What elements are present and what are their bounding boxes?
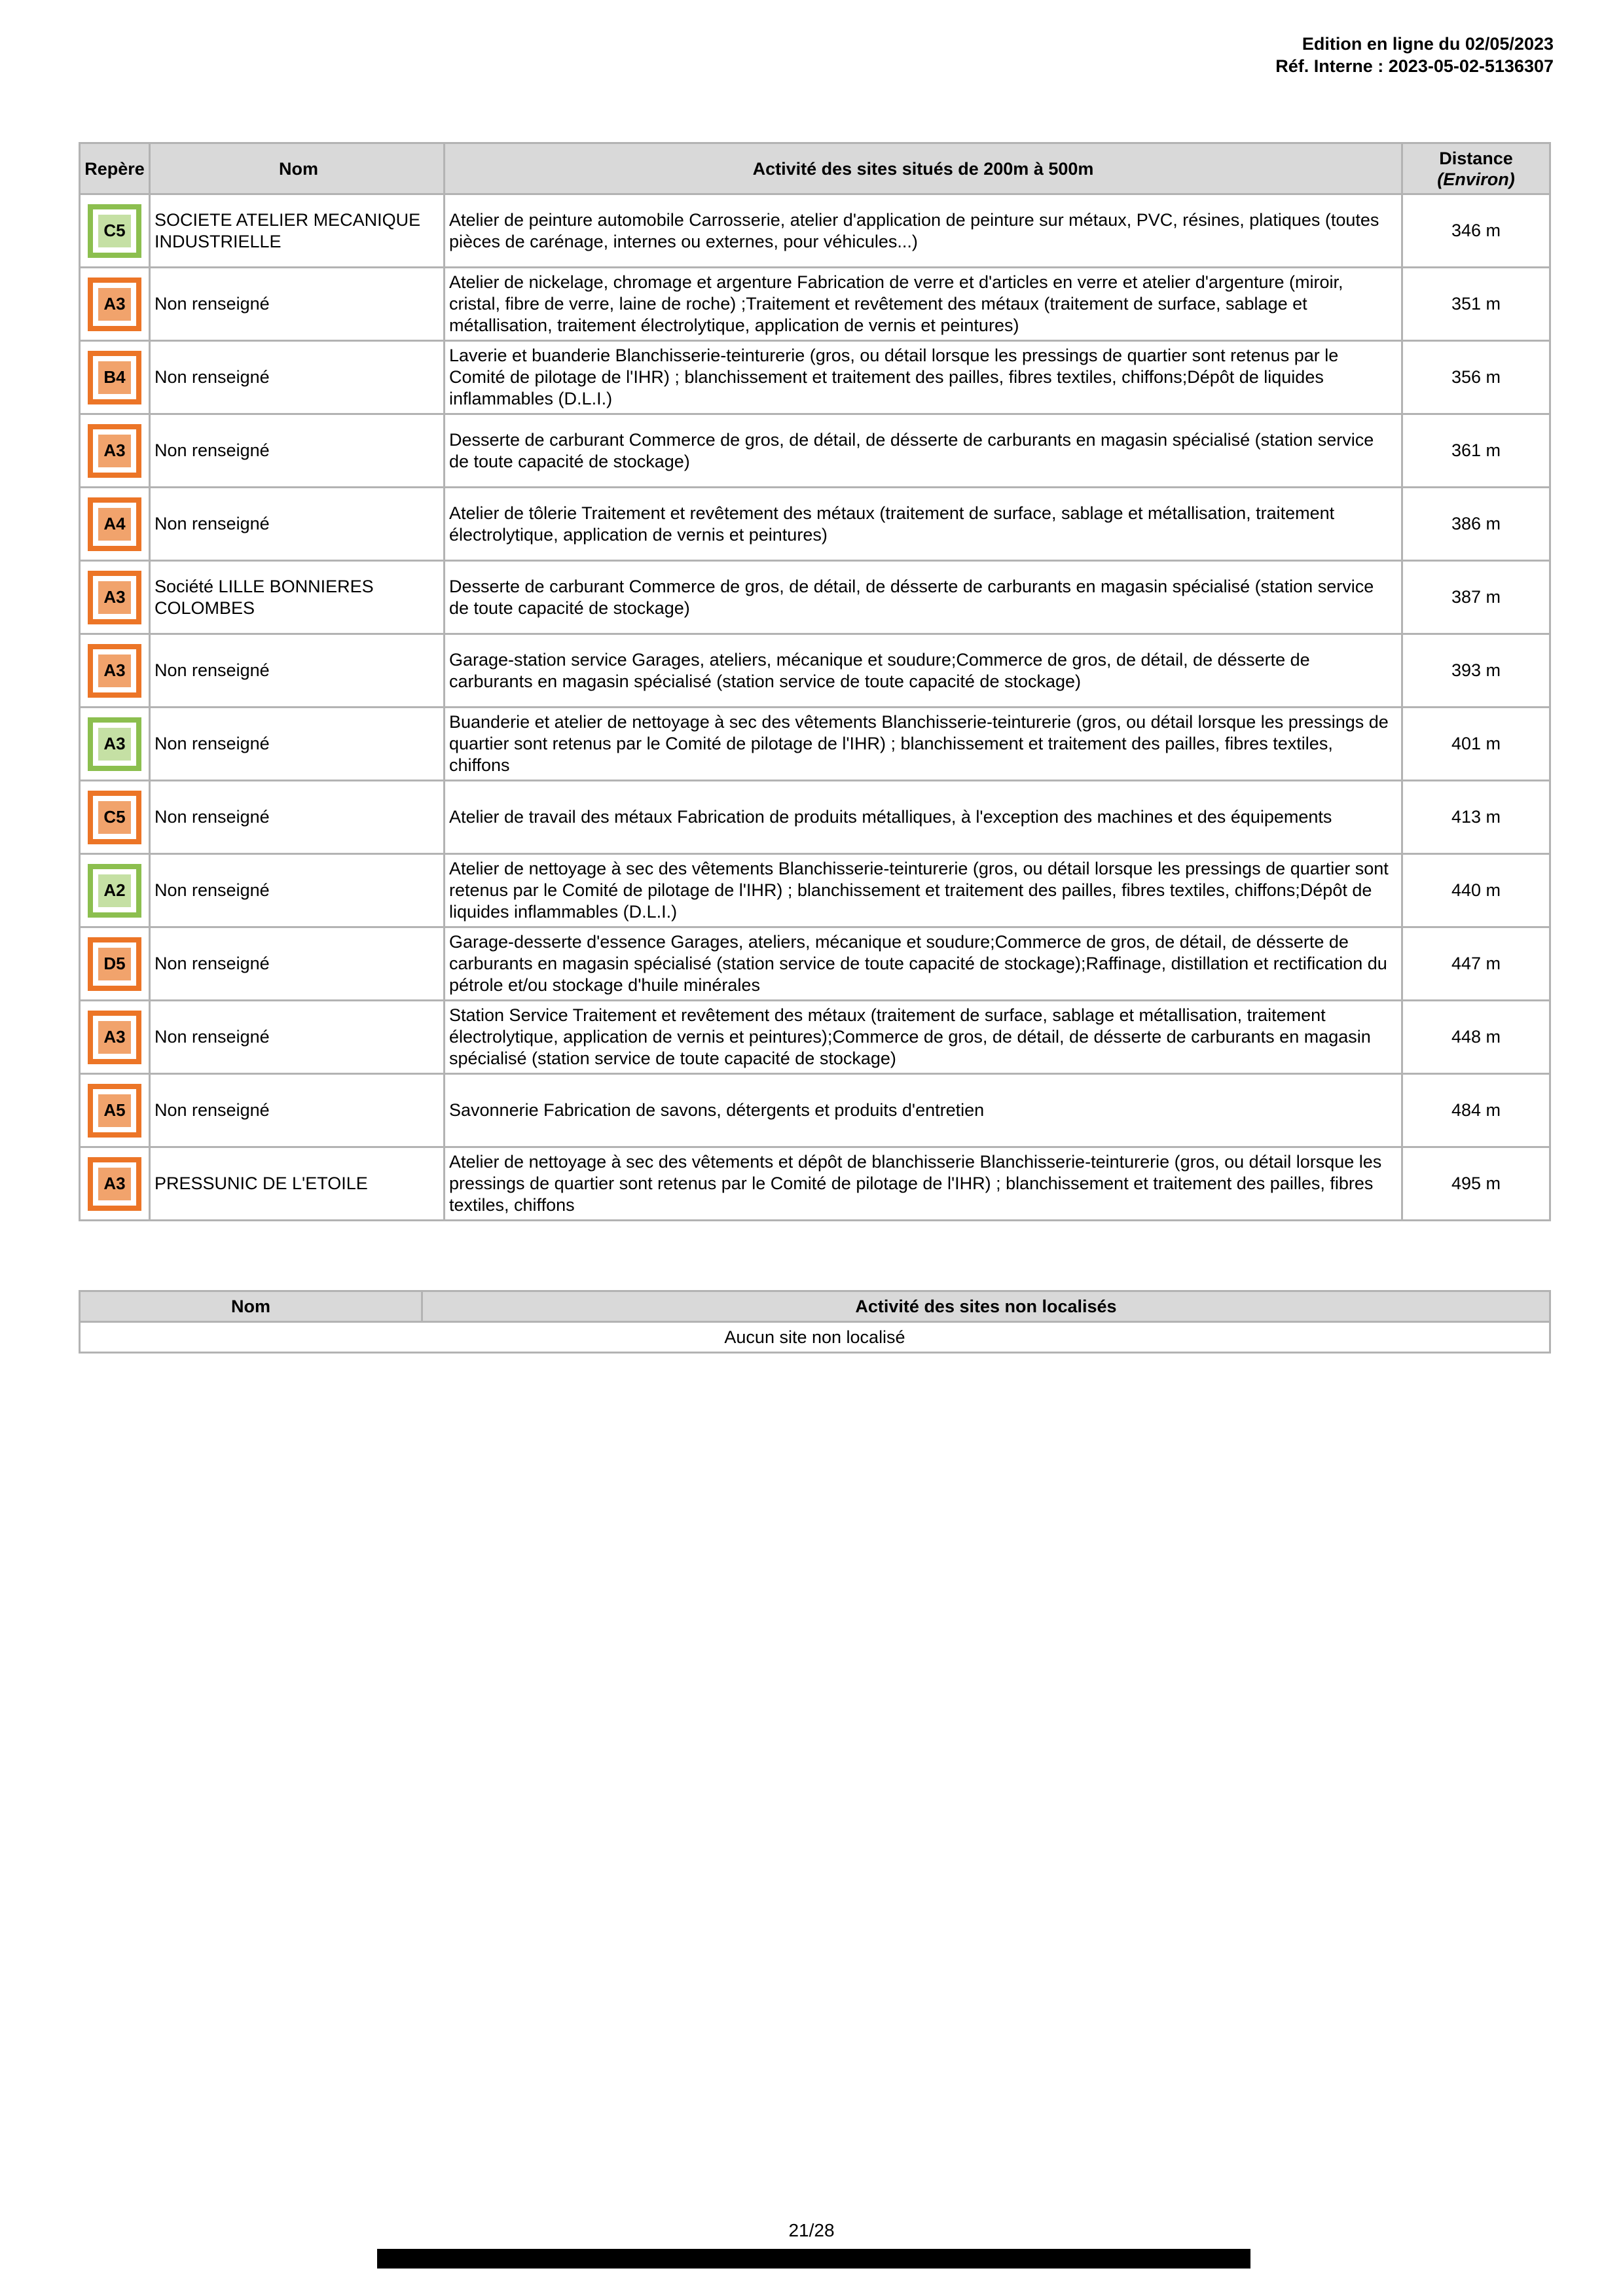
repere-badge xyxy=(88,937,141,991)
header-activite-non-localises: Activité des sites non localisés xyxy=(422,1291,1550,1322)
repere-code: C5 xyxy=(97,213,132,249)
site-name: Société LILLE BONNIERES COLOMBES xyxy=(150,561,445,634)
repere-code: A5 xyxy=(97,1093,132,1128)
repere-badge xyxy=(88,278,141,331)
repere-cell xyxy=(80,708,150,781)
site-distance: 393 m xyxy=(1402,634,1550,708)
repere-badge xyxy=(88,644,141,698)
footer-bar xyxy=(377,2249,1250,2269)
site-activity: Atelier de travail des métaux Fabrication de produits métalliques, à l'exception des machines et des équipements xyxy=(445,781,1402,854)
table-row xyxy=(80,414,1550,488)
repere-cell xyxy=(80,927,150,1001)
site-distance: 386 m xyxy=(1402,488,1550,561)
table-row xyxy=(80,634,1550,708)
table-row xyxy=(80,341,1550,414)
table-row xyxy=(80,488,1550,561)
site-name: Non renseigné xyxy=(150,414,445,488)
document-header xyxy=(1275,33,1554,77)
table-header-row xyxy=(80,1291,1550,1322)
table-row xyxy=(80,268,1550,341)
repere-cell xyxy=(80,488,150,561)
repere-cell xyxy=(80,854,150,927)
repere-badge xyxy=(88,791,141,844)
repere-badge xyxy=(88,204,141,258)
header-nom: Nom xyxy=(80,1291,422,1322)
table-row xyxy=(80,927,1550,1001)
repere-code: D5 xyxy=(97,946,132,982)
table-row xyxy=(80,1147,1550,1221)
repere-code: A3 xyxy=(97,580,132,615)
site-name: Non renseigné xyxy=(150,1074,445,1147)
repere-code: B4 xyxy=(97,360,132,395)
site-activity: Atelier de tôlerie Traitement et revêtement des métaux (traitement de surface, sablage et métallisation, traitement électrolytique, application de vernis et peintures) xyxy=(445,488,1402,561)
header-repere: Repère xyxy=(80,143,150,194)
repere-code: A3 xyxy=(97,1166,132,1202)
site-name: SOCIETE ATELIER MECANIQUE INDUSTRIELLE xyxy=(150,194,445,268)
site-distance: 361 m xyxy=(1402,414,1550,488)
site-name: Non renseigné xyxy=(150,268,445,341)
repere-badge xyxy=(88,497,141,551)
table-row xyxy=(80,708,1550,781)
site-distance: 484 m xyxy=(1402,1074,1550,1147)
repere-badge xyxy=(88,424,141,478)
table-row xyxy=(80,854,1550,927)
edition-date: Edition en ligne du 02/05/2023 xyxy=(1302,34,1554,54)
repere-badge xyxy=(88,864,141,918)
repere-code: A3 xyxy=(97,287,132,322)
site-activity: Atelier de peinture automobile Carrosserie, atelier d'application de peinture sur métaux, PVC, résines, platiques (toutes pièces de carénage, internes ou externes, pour véhicules...) xyxy=(445,194,1402,268)
repere-cell xyxy=(80,561,150,634)
site-distance: 447 m xyxy=(1402,927,1550,1001)
header-nom: Nom xyxy=(150,143,445,194)
site-name: Non renseigné xyxy=(150,341,445,414)
site-activity: Atelier de nickelage, chromage et argenture Fabrication de verre et d'articles en verre et atelier d'argenture (miroir, cristal, fibre de verre, laine de roche) ;Traitement et revêtement des métaux (traitement de surface, sablage et métallisation, traitement électrolytique, application de vernis et peintures) xyxy=(445,268,1402,341)
site-activity: Station Service Traitement et revêtement des métaux (traitement de surface, sablage et métallisation, traitement électrolytique, application de vernis et peintures);Commerce de gros, de détail, de désserte de carburants en magasin spécialisé (station service de toute capacité de stockage) xyxy=(445,1001,1402,1074)
site-name: Non renseigné xyxy=(150,708,445,781)
site-activity: Atelier de nettoyage à sec des vêtements Blanchisserie-teinturerie (gros, ou détail lorsque les pressings de quartier sont retenus par le Comité de pilotage de l'IHR) ; blanchissement et traitement des pailles, fibres textiles, chiffons;Dépôt de liquides inflammables (D.L.I.) xyxy=(445,854,1402,927)
header-distance-label: Distance xyxy=(1439,148,1513,168)
repere-code: A3 xyxy=(97,433,132,469)
table-row xyxy=(80,1322,1550,1353)
repere-badge xyxy=(88,717,141,771)
site-name: Non renseigné xyxy=(150,927,445,1001)
site-activity: Buanderie et atelier de nettoyage à sec des vêtements Blanchisserie-teinturerie (gros, ou détail lorsque les pressings de quartier sont retenus par le Comité de pilotage de l'IHR) ; blanchissement et traitement des pailles, fibres textiles, chiffons xyxy=(445,708,1402,781)
site-distance: 495 m xyxy=(1402,1147,1550,1221)
site-name: Non renseigné xyxy=(150,634,445,708)
site-activity: Desserte de carburant Commerce de gros, de détail, de désserte de carburants en magasin spécialisé (station service de toute capacité de stockage) xyxy=(445,561,1402,634)
site-distance: 440 m xyxy=(1402,854,1550,927)
site-distance: 356 m xyxy=(1402,341,1550,414)
repere-cell xyxy=(80,1147,150,1221)
repere-cell xyxy=(80,634,150,708)
non-localised-sites-table xyxy=(79,1290,1551,1354)
repere-badge xyxy=(88,571,141,624)
repere-code: C5 xyxy=(97,800,132,835)
site-name: Non renseigné xyxy=(150,781,445,854)
repere-cell xyxy=(80,268,150,341)
site-name: PRESSUNIC DE L'ETOILE xyxy=(150,1147,445,1221)
repere-cell xyxy=(80,194,150,268)
table-row xyxy=(80,1001,1550,1074)
site-activity: Laverie et buanderie Blanchisserie-teinturerie (gros, ou détail lorsque les pressings de quartier sont retenus par le Comité de pilotage de l'IHR) ; blanchissement et traitement des pailles, fibres textiles, chiffons;Dépôt de liquides inflammables (D.L.I.) xyxy=(445,341,1402,414)
table-row xyxy=(80,194,1550,268)
table-row xyxy=(80,781,1550,854)
repere-badge xyxy=(88,1084,141,1138)
header-distance-unit: (Environ) xyxy=(1437,169,1515,189)
table-header-row xyxy=(80,143,1550,194)
site-activity: Atelier de nettoyage à sec des vêtements et dépôt de blanchisserie Blanchisserie-teinturerie (gros, ou détail lorsque les pressings de quartier sont retenus par le Comité de pilotage de l'IHR) ; blanchissement et traitement des pailles, fibres textiles, chiffons xyxy=(445,1147,1402,1221)
repere-cell xyxy=(80,341,150,414)
repere-cell xyxy=(80,1074,150,1147)
site-activity: Desserte de carburant Commerce de gros, de détail, de désserte de carburants en magasin spécialisé (station service de toute capacité de stockage) xyxy=(445,414,1402,488)
repere-badge xyxy=(88,1011,141,1064)
site-distance: 448 m xyxy=(1402,1001,1550,1074)
site-distance: 413 m xyxy=(1402,781,1550,854)
repere-code: A2 xyxy=(97,873,132,908)
header-distance xyxy=(1402,143,1550,194)
repere-cell xyxy=(80,414,150,488)
site-distance: 387 m xyxy=(1402,561,1550,634)
repere-cell xyxy=(80,781,150,854)
repere-cell xyxy=(80,1001,150,1074)
table-row xyxy=(80,1074,1550,1147)
internal-reference: Réf. Interne : 2023-05-02-5136307 xyxy=(1275,56,1554,76)
site-name: Non renseigné xyxy=(150,1001,445,1074)
header-activite: Activité des sites situés de 200m à 500m xyxy=(445,143,1402,194)
repere-code: A3 xyxy=(97,726,132,762)
site-distance: 351 m xyxy=(1402,268,1550,341)
site-name: Non renseigné xyxy=(150,488,445,561)
empty-message: Aucun site non localisé xyxy=(80,1322,1550,1353)
repere-badge xyxy=(88,351,141,404)
repere-code: A3 xyxy=(97,653,132,689)
site-activity: Savonnerie Fabrication de savons, détergents et produits d'entretien xyxy=(445,1074,1402,1147)
page-number: 21/28 xyxy=(788,2220,835,2240)
site-distance: 401 m xyxy=(1402,708,1550,781)
site-name: Non renseigné xyxy=(150,854,445,927)
repere-code: A3 xyxy=(97,1020,132,1055)
table-row xyxy=(80,561,1550,634)
repere-badge xyxy=(88,1157,141,1211)
site-activity: Garage-station service Garages, ateliers, mécanique et soudure;Commerce de gros, de détail, de désserte de carburants en magasin spécialisé (station service de toute capacité de stockage) xyxy=(445,634,1402,708)
repere-code: A4 xyxy=(97,507,132,542)
site-activity: Garage-desserte d'essence Garages, ateliers, mécanique et soudure;Commerce de gros, de détail, de désserte de carburants en magasin spécialisé (station service de toute capacité de stockage);Raffinage, distillation et rectification du pétrole et/ou stockage d'huile minérales xyxy=(445,927,1402,1001)
site-distance: 346 m xyxy=(1402,194,1550,268)
sites-table xyxy=(79,142,1551,1221)
